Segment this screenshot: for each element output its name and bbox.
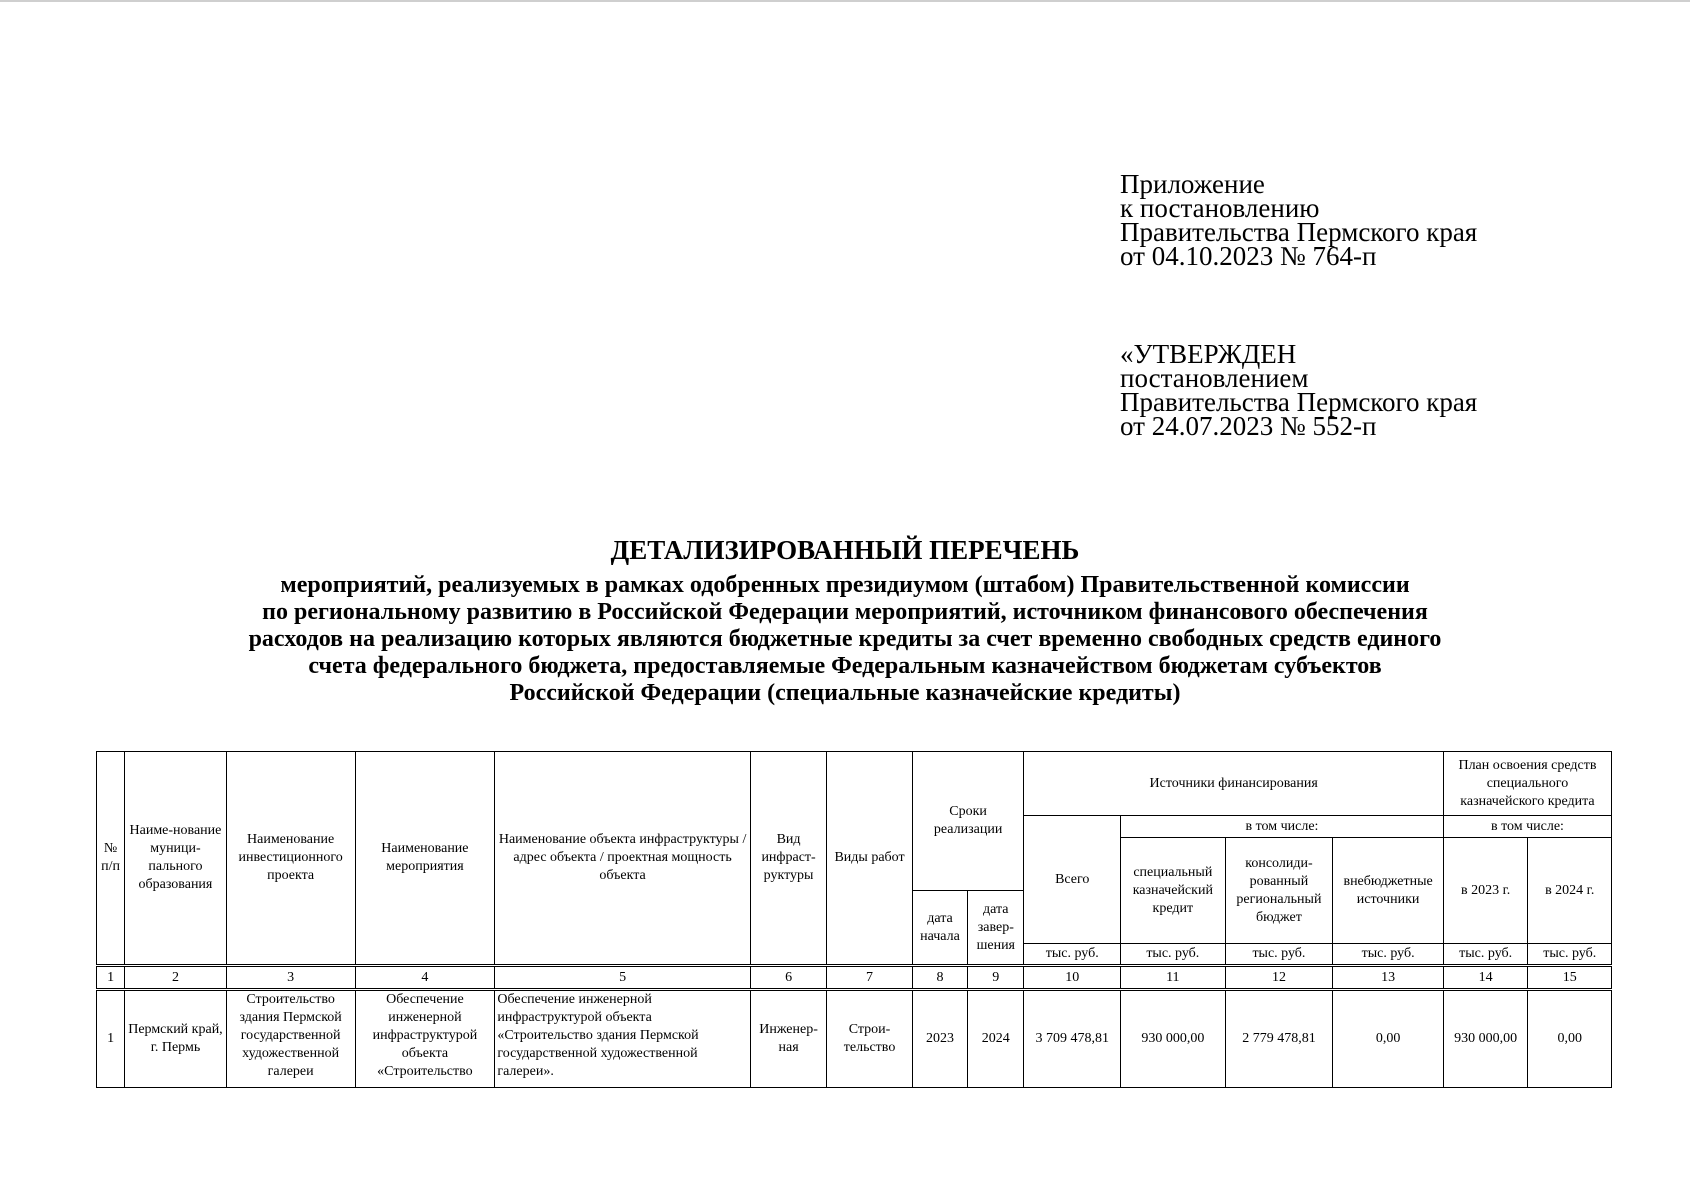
header-total: Всего (1024, 816, 1121, 944)
column-number: 4 (355, 966, 495, 990)
header-project: Наименование инвестиционного проекта (226, 752, 355, 966)
header-year-2023: в 2023 г. (1443, 838, 1528, 944)
cell-year-2024: 0,00 (1528, 990, 1612, 1088)
cell-end: 2024 (968, 990, 1024, 1088)
unit-extra-budget: тыс. руб. (1333, 944, 1444, 966)
cell-start: 2023 (912, 990, 967, 1088)
cell-num: 1 (97, 990, 125, 1088)
header-sources: Источники финансирования (1024, 752, 1443, 816)
cell-municipality: Пермский край, г. Пермь (125, 990, 227, 1088)
table-row (97, 990, 1612, 1088)
appendix-line-4: от 04.10.2023 № 764-п (1120, 241, 1377, 271)
unit-total: тыс. руб. (1024, 944, 1121, 966)
header-plan: План освоения средств специального казначейского кредита (1443, 752, 1611, 816)
column-number: 8 (912, 966, 967, 990)
header-special-credit: специальный казначейский кредит (1121, 838, 1226, 944)
header-event: Наименование мероприятия (355, 752, 495, 966)
column-number: 9 (968, 966, 1024, 990)
column-number-row (97, 966, 1612, 990)
unit-regional-budget: тыс. руб. (1225, 944, 1333, 966)
appendix-block (1120, 169, 1478, 271)
cell-infra-type: Инженер-ная (750, 990, 826, 1088)
column-number: 12 (1225, 966, 1333, 990)
measures-table (96, 751, 1612, 1088)
cell-regional-budget: 2 779 478,81 (1225, 990, 1333, 1088)
subtitle-line-4: счета федерального бюджета, предоставляемые Федеральным казначейством бюджетам субъектов (308, 653, 1382, 679)
header-num: № п/п (97, 752, 125, 966)
column-number: 15 (1528, 966, 1612, 990)
column-number: 14 (1443, 966, 1528, 990)
cell-work-type: Строи-тельство (827, 990, 913, 1088)
cell-project: Строительство здания Пермской государственной художественной галереи (226, 990, 355, 1088)
header-object: Наименование объекта инфраструктуры / адрес объекта / проектная мощность объекта (495, 752, 751, 966)
unit-year-2023: тыс. руб. (1443, 944, 1528, 966)
unit-year-2024: тыс. руб. (1528, 944, 1612, 966)
subtitle-line-2: по региональному развитию в Российской Федерации мероприятий, источником финансового обеспечения (262, 599, 1428, 625)
document-title: ДЕТАЛИЗИРОВАННЫЙ ПЕРЕЧЕНЬ (610, 535, 1080, 565)
header-terms: Сроки реализации (912, 752, 1024, 891)
header-work-type: Виды работ (827, 752, 913, 966)
subtitle-line-5: Российской Федерации (специальные казначейские кредиты) (509, 680, 1181, 706)
cell-special-credit: 930 000,00 (1121, 990, 1226, 1088)
subtitle-line-1: мероприятий, реализуемых в рамках одобренных президиумом (штабом) Правительственной комиссии (280, 572, 1410, 598)
cell-year-2023: 930 000,00 (1443, 990, 1528, 1088)
approval-line-2: постановлением (1120, 363, 1309, 393)
page-edge-line (0, 0, 1690, 2)
approval-line-4: от 24.07.2023 № 552-п (1120, 411, 1377, 441)
header-municipality: Наиме-нование муници-пального образования (125, 752, 227, 966)
header-start-date: дата начала (912, 891, 967, 966)
appendix-line-2: к постановлению (1120, 193, 1320, 223)
header-including: в том числе: (1121, 816, 1444, 838)
unit-special-credit: тыс. руб. (1121, 944, 1226, 966)
column-number: 2 (125, 966, 227, 990)
approval-line-1: «УТВЕРЖДЕН (1120, 339, 1297, 369)
header-regional-budget: консолиди-рованный региональный бюджет (1225, 838, 1333, 944)
header-infra-type: Вид инфраст-руктуры (750, 752, 826, 966)
subtitle-line-3: расходов на реализацию которых являются бюджетные кредиты за счет временно свободных средств единого (248, 626, 1442, 652)
appendix-line-1: Приложение (1120, 169, 1265, 199)
header-extra-budget: внебюджетные источники (1333, 838, 1444, 944)
header-end-date: дата завер-шения (968, 891, 1024, 966)
column-number: 11 (1121, 966, 1226, 990)
appendix-line-3: Правительства Пермского края (1120, 217, 1478, 247)
cell-total: 3 709 478,81 (1024, 990, 1121, 1088)
column-number: 10 (1024, 966, 1121, 990)
column-number: 5 (495, 966, 751, 990)
column-number: 6 (750, 966, 826, 990)
approval-block (1120, 339, 1478, 441)
column-number: 3 (226, 966, 355, 990)
column-number: 13 (1333, 966, 1444, 990)
document-subtitle (120, 572, 1570, 707)
header-plan-including: в том числе: (1443, 816, 1611, 838)
cell-extra-budget: 0,00 (1333, 990, 1444, 1088)
approval-line-3: Правительства Пермского края (1120, 387, 1478, 417)
cell-object: Обеспечение инженерной инфраструктурой объекта «Строительство здания Пермской государственной художественной галереи». (495, 990, 751, 1088)
header-year-2024: в 2024 г. (1528, 838, 1612, 944)
cell-event: Обеспечение инженерной инфраструктурой объекта «Строительство (355, 990, 495, 1088)
column-number: 1 (97, 966, 125, 990)
column-number: 7 (827, 966, 913, 990)
